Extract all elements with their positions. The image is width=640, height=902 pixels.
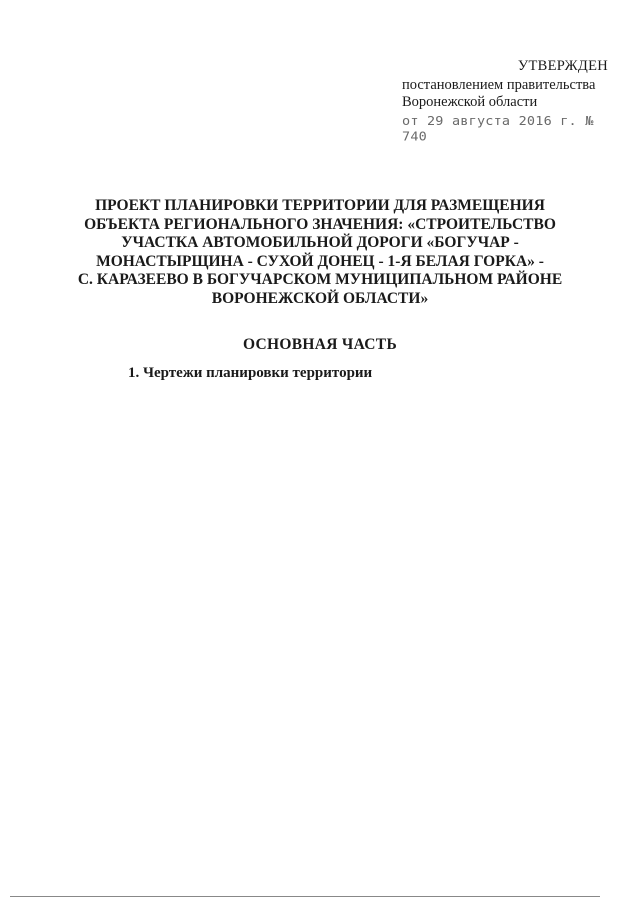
approval-resolution-line: постановлением правительства xyxy=(402,77,596,93)
title-line: ПРОЕКТ ПЛАНИРОВКИ ТЕРРИТОРИИ ДЛЯ РАЗМЕЩЕНИЯ xyxy=(95,197,545,214)
document-title xyxy=(0,197,640,309)
title-line: С. КАРАЗЕЕВО В БОГУЧАРСКОМ МУНИЦИПАЛЬНОМ РАЙОНЕ xyxy=(77,271,563,289)
approval-block xyxy=(402,58,622,148)
approved-label: УТВЕРЖДЕН xyxy=(517,58,608,74)
approval-date-stamp: от 29 августа 2016 г. № 740 xyxy=(402,114,594,145)
page-bottom-edge xyxy=(10,896,600,897)
title-line: МОНАСТЫРЩИНА - СУХОЙ ДОНЕЦ - 1-Я БЕЛАЯ ГОРКА» - xyxy=(96,252,544,270)
list-item: 1. Чертежи планировки территории xyxy=(128,365,373,381)
title-line: УЧАСТКА АВТОМОБИЛЬНОЙ ДОРОГИ «БОГУЧАР - xyxy=(121,234,519,252)
approval-region-line: Воронежской области xyxy=(402,94,538,110)
title-line: ВОРОНЕЖСКОЙ ОБЛАСТИ» xyxy=(211,289,429,307)
section-heading: ОСНОВНАЯ ЧАСТЬ xyxy=(243,336,397,353)
title-line: ОБЪЕКТА РЕГИОНАЛЬНОГО ЗНАЧЕНИЯ: «СТРОИТЕЛЬСТВО xyxy=(84,215,556,233)
